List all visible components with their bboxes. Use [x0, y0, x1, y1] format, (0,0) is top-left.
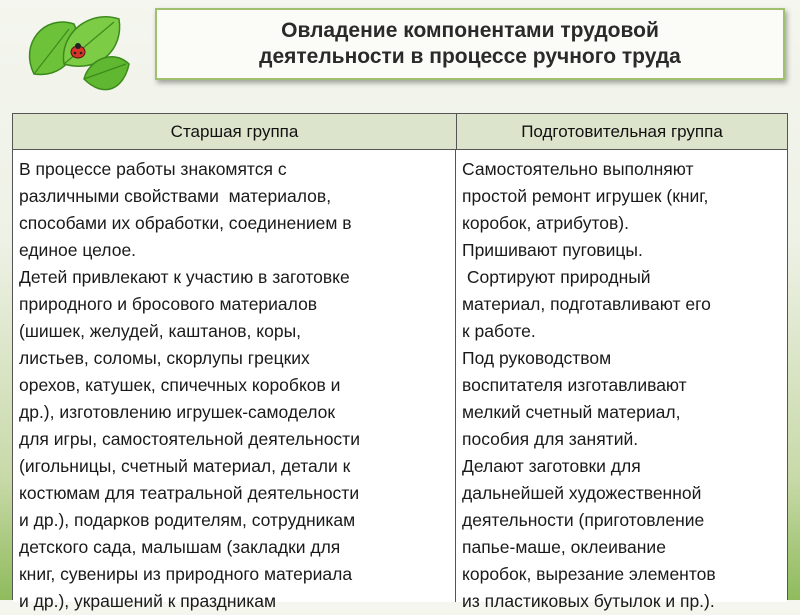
text-line: к работе.	[462, 321, 536, 341]
text-line: Под руководством	[462, 348, 612, 368]
text-line: мелкий счетный материал,	[462, 402, 681, 422]
text-line: (игольницы, счетный материал, детали к	[19, 456, 351, 476]
text-line: (шишек, желудей, каштанов, коры,	[19, 321, 302, 341]
text-line: и др.), подарков родителям, сотрудникам	[19, 510, 356, 530]
title-line-1: Овладение компонентами трудовой	[281, 19, 659, 42]
text-line: В процессе работы знакомятся с	[19, 159, 287, 179]
text-line: Сортируют природный	[462, 267, 651, 287]
text-line: и др.), украшений к праздникам	[19, 591, 277, 611]
text-line: различными свойствами материалов,	[19, 186, 332, 206]
text-line: коробок, вырезание элементов	[462, 564, 716, 584]
text-line: орехов, катушек, спичечных коробков и	[19, 375, 341, 395]
title-line-2: деятельности в процессе ручного труда	[259, 45, 681, 68]
text-line: воспитателя изготавливают	[462, 375, 687, 395]
text-line: способами их обработки, соединением в	[19, 213, 352, 233]
table-header-row	[13, 114, 787, 150]
text-line: единое целое.	[19, 240, 137, 260]
text-line: костюмам для театральной деятельности	[19, 483, 360, 503]
text-line: Самостоятельно выполняют	[462, 159, 694, 179]
text-line: др.), изготовлению игрушек-самоделок	[19, 402, 336, 422]
text-line: папье-маше, оклеивание	[462, 537, 666, 557]
text-line: листьев, соломы, скорлупы грецких	[19, 348, 310, 368]
text-line: для игры, самостоятельной деятельности	[19, 429, 360, 449]
text-line: пособия для занятий.	[462, 429, 639, 449]
text-line: Пришивают пуговицы.	[462, 240, 643, 260]
text-line: материал, подготавливают его	[462, 294, 711, 314]
cell-senior-group	[13, 150, 456, 611]
text-line: природного и бросового материалов	[19, 294, 318, 314]
table-body-row	[13, 150, 787, 611]
text-line: простой ремонт игрушек (книг,	[462, 186, 709, 206]
header-senior-group: Старшая группа	[13, 114, 457, 149]
text-line: из пластиковых бутылок и пр.).	[462, 591, 715, 611]
text-line: детского сада, малышам (закладки для	[19, 537, 341, 557]
text-line: деятельности (приготовление	[462, 510, 705, 530]
text-line: Детей привлекают к участию в заготовке	[19, 267, 350, 287]
title-box	[155, 8, 785, 80]
header-preparatory-group: Подготовительная группа	[521, 121, 723, 141]
text-line: дальнейшей художественной	[462, 483, 702, 503]
comparison-table	[12, 113, 788, 611]
leaves-with-ladybug-icon	[14, 4, 134, 104]
text-line: книг, сувениры из природного материала	[19, 564, 353, 584]
text-line: Делают заготовки для	[462, 456, 641, 476]
cell-preparatory-group	[456, 150, 787, 611]
text-line: коробок, атрибутов).	[462, 213, 629, 233]
page-title	[259, 18, 681, 70]
